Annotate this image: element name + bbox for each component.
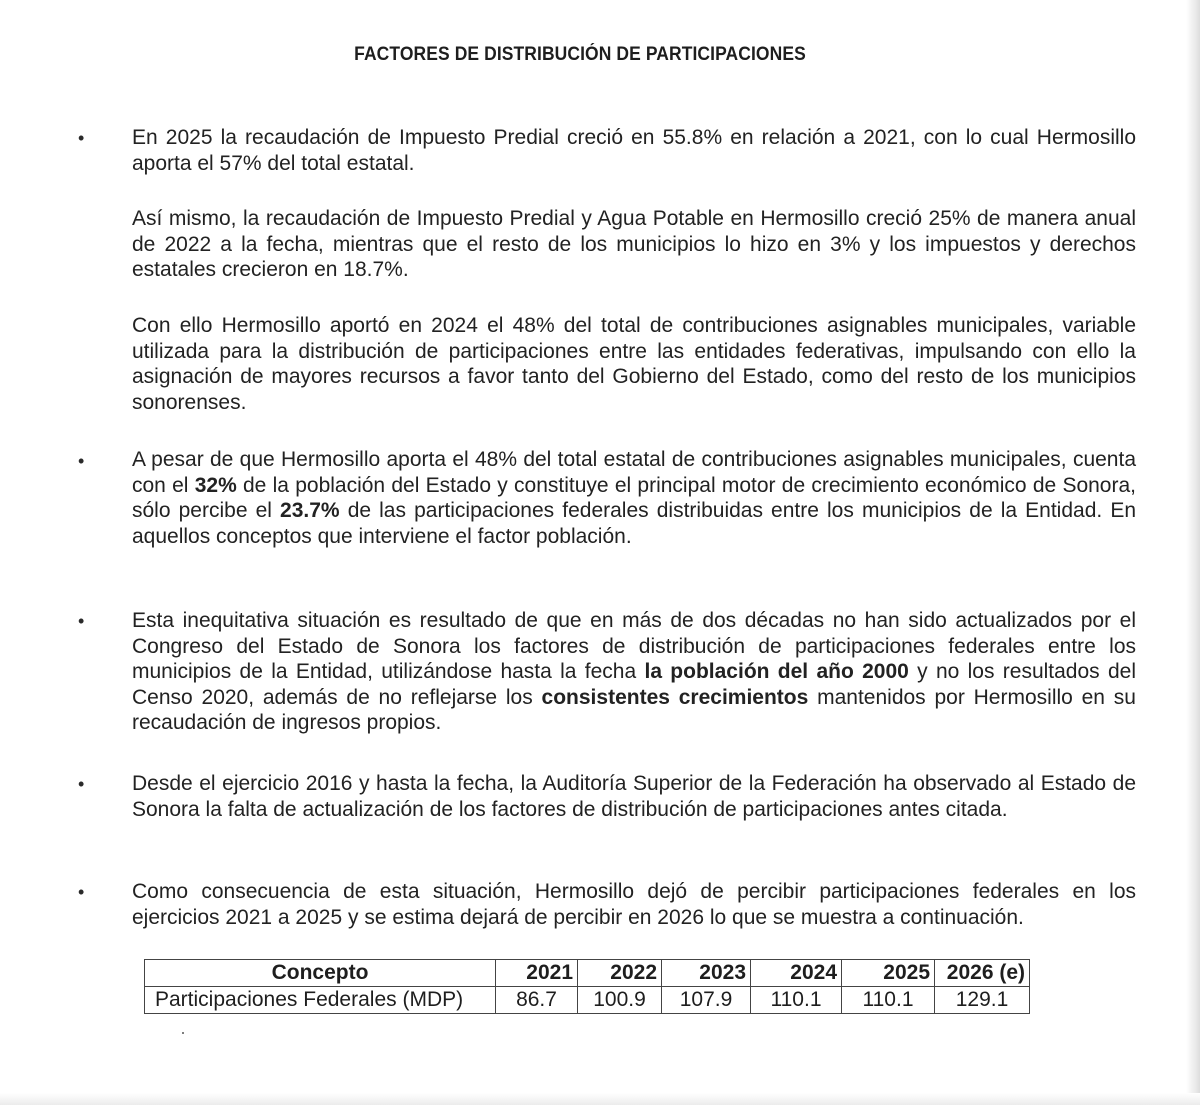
table-cell-value: 129.1 xyxy=(935,987,1030,1014)
paragraph-text: Con ello Hermosillo aportó en 2024 el 48% del total de contribuciones asignables municipales, variable utilizada para la distribución de participaciones entre las entidades federativas, impulsando con ello la asignación de mayores recursos a favor tanto del Gobierno del Estado, como del resto de los municipios sonorenses. xyxy=(132,314,1136,414)
paragraph-contribuciones xyxy=(132,313,1136,415)
paragraph-text: de las participaciones federales distribuidas entre los municipios de la Entidad. En aquellos conceptos que interviene el factor población. xyxy=(132,499,1136,548)
table-cell-concept: Participaciones Federales (MDP) xyxy=(145,987,496,1014)
participaciones-table xyxy=(144,959,1030,1014)
document-title: FACTORES DE DISTRIBUCIÓN DE PARTICIPACIONES xyxy=(354,44,806,65)
table-header-cell: 2024 xyxy=(751,960,842,987)
paragraph-inequitativa xyxy=(132,608,1136,736)
paragraph-predial-agua xyxy=(132,206,1136,283)
paragraph-text: de la población del Estado y constituye el principal motor de crecimiento económico de Sonora, sólo percibe el xyxy=(132,473,1136,523)
highlight-percent-poblacion: 32% xyxy=(194,473,237,497)
paragraph-consecuencia xyxy=(132,879,1136,930)
paragraph-poblacion xyxy=(132,447,1136,549)
paragraph-predial-growth xyxy=(132,125,1136,176)
highlight-poblacion-2000: la población del año 2000 xyxy=(644,660,909,684)
table-cell-value: 86.7 xyxy=(496,987,578,1014)
paragraph-text: Esta inequitativa situación es resultado de que en más de dos décadas no han sido actualizados por el Congreso del Estado de Sonora los factores de distribución de participaciones federales entre los municipios de la Entidad, utilizándose hasta la fecha xyxy=(132,609,1136,684)
table-cell-value: 110.1 xyxy=(751,987,842,1014)
highlight-crecimientos: consistentes crecimientos xyxy=(541,685,809,709)
table-header-cell: 2023 xyxy=(662,960,751,987)
bullet-marker: • xyxy=(78,451,85,471)
table-header-cell: 2025 xyxy=(842,960,935,987)
page-edge-shadow-bottom xyxy=(0,1093,1200,1105)
table-header-row xyxy=(145,960,1030,987)
table-header-cell: 2026 (e) xyxy=(935,960,1030,987)
bullet-marker: • xyxy=(78,774,85,794)
table-header-cell: 2021 xyxy=(496,960,578,987)
highlight-percent-participaciones: 23.7% xyxy=(280,499,340,523)
paragraph-auditoria xyxy=(132,771,1136,822)
bullet-marker: • xyxy=(78,128,85,148)
stray-mark xyxy=(182,1032,184,1034)
table-row xyxy=(145,987,1030,1014)
table-cell-value: 107.9 xyxy=(662,987,751,1014)
paragraph-text: En 2025 la recaudación de Impuesto Predial creció en 55.8% en relación a 2021, con lo cual Hermosillo aporta el 57% del total estatal. xyxy=(132,126,1136,175)
page-edge-shadow-right xyxy=(1186,0,1200,1105)
paragraph-text: A pesar de que Hermosillo aporta el 48% del total estatal de contribuciones asignables municipales, cuenta con el xyxy=(132,448,1136,497)
table-header-cell: 2022 xyxy=(578,960,662,987)
table-cell-value: 110.1 xyxy=(842,987,935,1014)
paragraph-text: Desde el ejercicio 2016 y hasta la fecha, la Auditoría Superior de la Federación ha observado al Estado de Sonora la falta de actualización de los factores de distribución de participaciones antes citada. xyxy=(132,772,1136,821)
bullet-marker: • xyxy=(78,611,85,631)
paragraph-text: y no los resultados del Censo 2020, además de no reflejarse los xyxy=(132,660,1136,709)
paragraph-text: mantenidos por Hermosillo en su recaudación de ingresos propios. xyxy=(132,685,1136,735)
table-header-cell: Concepto xyxy=(145,960,496,987)
bullet-marker: • xyxy=(78,882,85,902)
paragraph-text: Así mismo, la recaudación de Impuesto Predial y Agua Potable en Hermosillo creció 25% de manera anual de 2022 a la fecha, mientras que el resto de los municipios lo hizo en 3% y los impuestos y derechos estatales crecieron en 18.7%. xyxy=(132,207,1136,282)
paragraph-text: Como consecuencia de esta situación, Hermosillo dejó de percibir participaciones federales en los ejercicios 2021 a 2025 y se estima dejará de percibir en 2026 lo que se muestra a continuación. xyxy=(132,880,1136,929)
table-cell-value: 100.9 xyxy=(578,987,662,1014)
